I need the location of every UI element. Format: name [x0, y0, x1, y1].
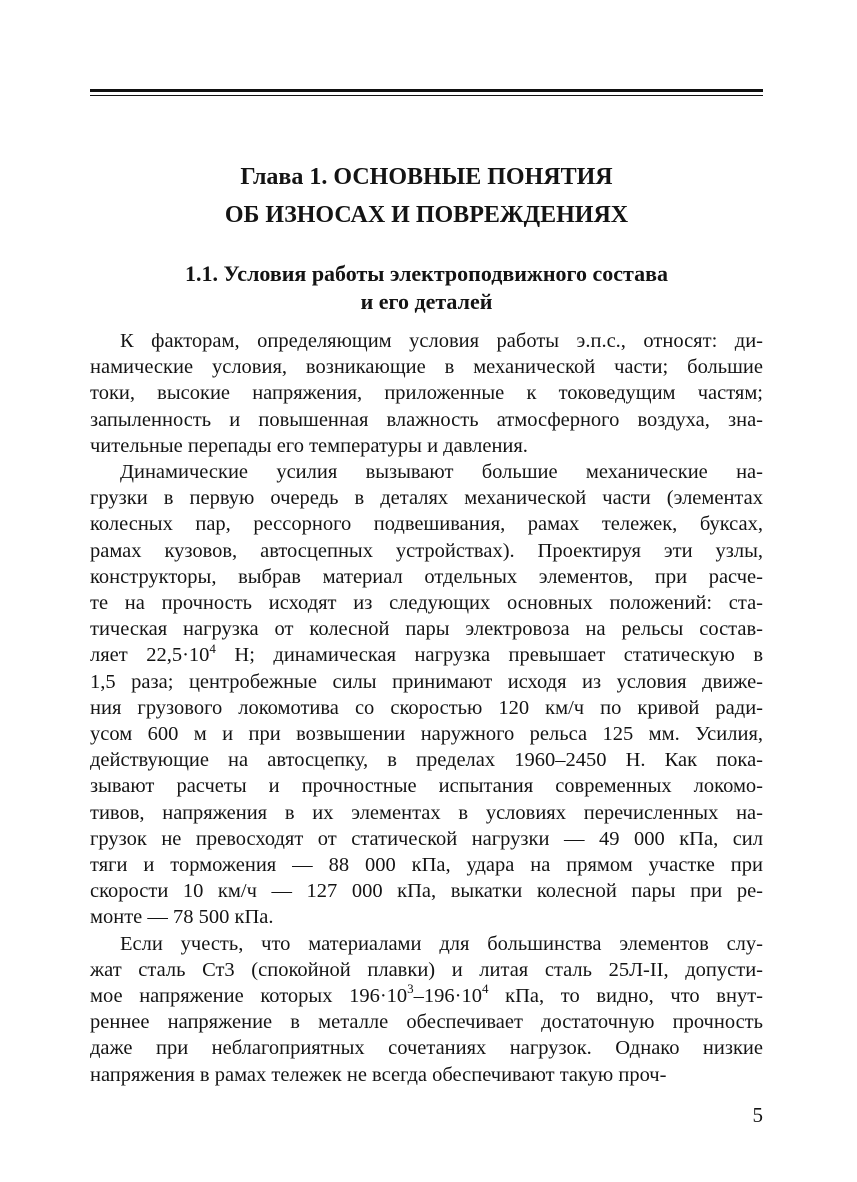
- section-title-line-1: 1.1. Условия работы электроподвижного состава: [185, 261, 668, 286]
- page-number: 5: [752, 1103, 763, 1127]
- paragraph-line: тивов, напряжения в их элементах в условиях перечисленных на-: [90, 801, 763, 824]
- paragraph-line: даже при неблагоприятных сочетаниях нагрузок. Однако низкие: [90, 1037, 763, 1060]
- paragraph-line: грузок не превосходят от статической нагрузки — 49 000 кПа, сил: [90, 827, 763, 850]
- paragraph-line: Динамические усилия вызывают большие механические на-: [120, 461, 763, 484]
- paragraph-line: ния грузового локомотива со скоростью 120 км/ч по кривой ради-: [90, 696, 763, 719]
- header-rule-thick: [90, 89, 763, 92]
- paragraph-line: скорости 10 км/ч — 127 000 кПа, выкатки колесной пары при ре-: [90, 880, 763, 903]
- paragraph-line: рамах кузовов, автосцепных устройствах). Проектируя эти узлы,: [90, 539, 763, 562]
- paragraph-line: Если учесть, что материалами для большинства элементов слу-: [120, 932, 763, 955]
- paragraph-line: К факторам, определяющим условия работы э.п.с., относят: ди-: [120, 330, 763, 352]
- paragraph-line: тическая нагрузка от колесной пары электровоза на рельсы состав-: [90, 618, 763, 641]
- chapter-title-line-1: Глава 1. ОСНОВНЫЕ ПОНЯТИЯ: [240, 164, 613, 190]
- paragraph-line: жат сталь Ст3 (спокойной плавки) и литая сталь 25Л-II, допусти-: [90, 958, 763, 981]
- paragraph-line: грузки в первую очередь в деталях механической части (элементах: [90, 487, 763, 510]
- paragraph-line: запыленность и повышенная влажность атмосферного воздуха, зна-: [90, 408, 763, 431]
- paragraph: [90, 459, 763, 931]
- chapter-title: [90, 158, 763, 234]
- paragraph-line: колесных пар, рессорного подвешивания, рамах тележек, буксах,: [90, 513, 763, 536]
- paragraph-line: тяги и торможения — 88 000 кПа, удара на прямом участке при: [90, 854, 763, 877]
- paragraph-line: конструкторы, выбрав материал отдельных элементов, при расче-: [90, 565, 763, 588]
- paragraph: [90, 931, 763, 1088]
- paragraph-line: те на прочность исходят из следующих основных положений: ста-: [90, 592, 763, 615]
- paragraph-line: 1,5 раза; центробежные силы принимают исходя из условия движе-: [90, 670, 763, 693]
- paragraph-line: напряжения в рамах тележек не всегда обеспечивают такую проч-: [90, 1063, 667, 1086]
- body-text: [90, 328, 763, 1088]
- paragraph: [90, 328, 763, 459]
- paragraph-line: усом 600 м и при возвышении наружного рельса 125 мм. Усилия,: [90, 723, 763, 746]
- chapter-title-line-2: ОБ ИЗНОСАХ И ПОВРЕЖДЕНИЯХ: [224, 202, 629, 228]
- paragraph-line: зывают расчеты и прочностные испытания современных локомо-: [90, 775, 763, 798]
- paragraph-line: чительные перепады его температуры и давления.: [90, 434, 528, 457]
- paragraph-line: действующие на автосцепку, в пределах 1960–2450 Н. Как пока-: [90, 749, 763, 772]
- paragraph-line: ляет $22,5\cdot 10^4$ Н; динамическая нагрузка превышает статическую в: [90, 640, 763, 667]
- paragraph-line: намические условия, возникающие в механической части; большие: [90, 356, 763, 379]
- paragraph-line: реннее напряжение в металле обеспечивает достаточную прочность: [90, 1011, 763, 1034]
- section-title-line-2: и его деталей: [360, 289, 493, 314]
- section-title: [90, 260, 763, 316]
- paragraph-line: токи, высокие напряжения, приложенные к токоведущим частям;: [90, 382, 763, 405]
- header-rule-thin: [90, 95, 763, 96]
- paragraph-line: мое напряжение которых $196\cdot 10^3-196\cdot 10^4$ кПа, то видно, что внут-: [90, 981, 763, 1008]
- paragraph-line: монте — 78 500 кПа.: [90, 906, 274, 929]
